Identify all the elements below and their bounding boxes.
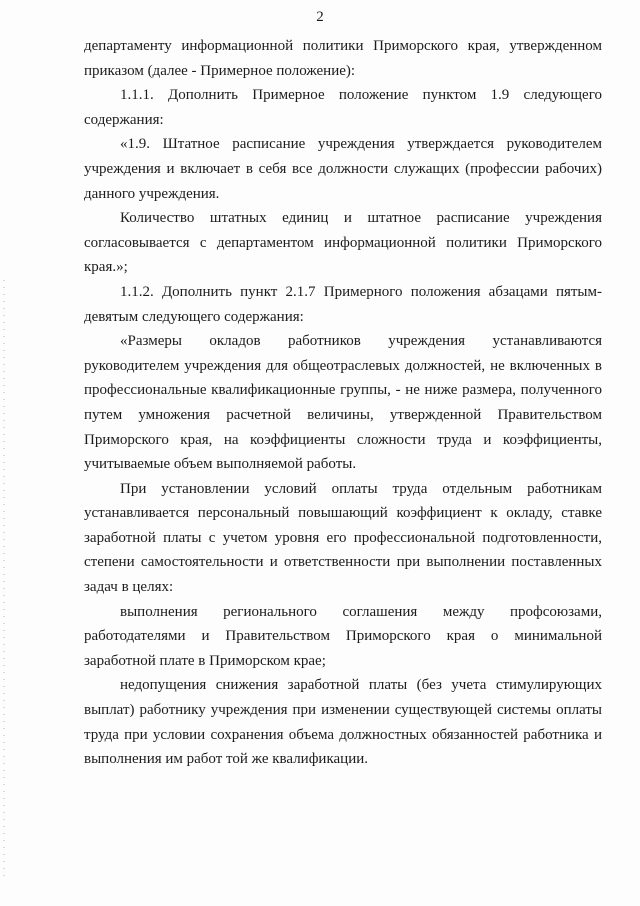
paragraph-salary-protection: недопущения снижения заработной платы (без учета стимулирующих выплат) работнику учреждения при изменении существующей системы оплаты труда при условии сохранения объема должностных обязанностей работника и выполнения им работ той же квалификации.	[84, 677, 602, 768]
paragraph-personal-coefficient: При установлении условий оплаты труда отдельным работникам устанавливается персональный повышающий коэффициент к окладу, ставке заработной платы с учетом уровня его профессиональной подготовленности, степени самостоятельности и ответственности при выполнении поставленных задач в целях:	[84, 480, 602, 596]
document-body	[84, 34, 602, 772]
paragraph-1-9: «1.9. Штатное расписание учреждения утверждается руководителем учреждения и включает в себя все должности служащих (профессии рабочих) данного учреждения.	[84, 136, 602, 202]
scan-edge-marks	[3, 280, 5, 880]
paragraph-regional-agreement: выполнения регионального соглашения между профсоюзами, работодателями и Правительством Приморского края о минимальной заработной плате в Приморском крае;	[84, 603, 602, 669]
paragraph-1-1-2: 1.1.2. Дополнить пункт 2.1.7 Примерного положения абзацами пятым-девятым следующего содержания:	[84, 283, 602, 325]
paragraph-intro: департаменту информационной политики Приморского края, утвержденном приказом (далее - Примерное положение):	[84, 38, 602, 79]
paragraph-staff-count: Количество штатных единиц и штатное расписание учреждения согласовывается с департаментом информационной политики Приморского края.»;	[84, 210, 602, 276]
paragraph-salaries: «Размеры окладов работников учреждения устанавливаются руководителем учреждения для общеотраслевых должностей, не включенных в профессиональные квалификационные группы, - не ниже размера, полученного путем умножения расчетной величины, утвержденной Правительством Приморского края, на коэффициенты сложности труда и коэффициенты, учитываемые объем выполняемой работы.	[84, 333, 602, 473]
page-number: 2	[316, 9, 324, 25]
paragraph-1-1-1: 1.1.1. Дополнить Примерное положение пунктом 1.9 следующего содержания:	[84, 87, 602, 128]
